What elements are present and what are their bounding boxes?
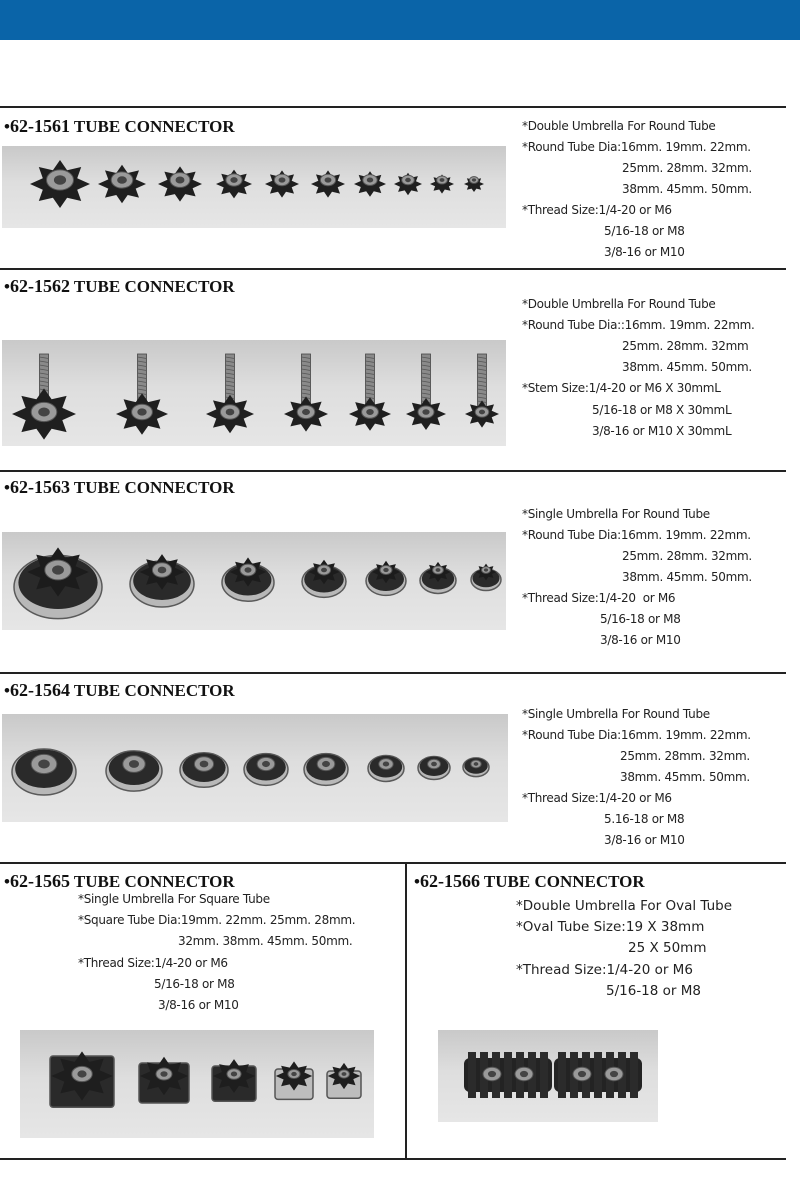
thread-hole (52, 565, 64, 574)
product-photo (2, 714, 508, 822)
spec-line: 25 X 50mm (628, 940, 707, 956)
product-title: •62-1561 TUBE CONNECTOR (4, 116, 235, 136)
spec-line: 3/8-16 or M10 (600, 633, 681, 647)
spec-line: *Thread Size:1/4-20 or M6 (522, 203, 672, 217)
thread-hole (160, 1071, 167, 1077)
thread-hole (321, 568, 327, 573)
vertical-divider (405, 864, 407, 1158)
spec-line: *Double Umbrella For Round Tube (522, 297, 716, 311)
thread-hole (367, 177, 373, 182)
spec-line: 38mm. 45mm. 50mm. (620, 770, 750, 784)
thread-hole (38, 760, 50, 769)
connector-fin (630, 1052, 638, 1098)
spec-line: *Square Tube Dia:19mm. 22mm. 25mm. 28mm. (78, 913, 356, 927)
product-name: TUBE CONNECTOR (73, 117, 235, 136)
connector-fin (558, 1052, 566, 1098)
thread-hole (474, 762, 479, 766)
thread-hole (405, 178, 411, 182)
thread-hole (479, 410, 485, 415)
thread-hole (226, 409, 235, 416)
product-name: TUBE CONNECTOR (73, 478, 235, 497)
thread-hole (422, 409, 429, 415)
product-title: •62-1566 TUBE CONNECTOR (414, 871, 645, 891)
product-title: •62-1563 TUBE CONNECTOR (4, 477, 235, 497)
divider (0, 470, 786, 472)
thread-hole (520, 1071, 528, 1077)
spec-line: 5/16-18 or M8 X 30mmL (592, 403, 732, 417)
thread-hole (291, 1072, 296, 1076)
spec-line: 38mm. 45mm. 50mm. (622, 182, 752, 196)
spec-line: 25mm. 28mm. 32mm. (620, 749, 750, 763)
divider (0, 862, 786, 864)
spec-line: *Single Umbrella For Square Tube (78, 892, 270, 906)
thread-hole (383, 568, 388, 572)
spec-line: 32mm. 38mm. 45mm. 50mm. (178, 934, 353, 948)
thread-hole (431, 762, 437, 766)
spec-line: 38mm. 45mm. 50mm. (622, 360, 752, 374)
thread-hole (262, 761, 270, 767)
thread-hole (117, 176, 127, 184)
thread-hole (231, 1072, 237, 1077)
spec-line: *Round Tube Dia:16mm. 19mm. 22mm. (522, 728, 751, 742)
product-title: •62-1565 TUBE CONNECTOR (4, 871, 235, 891)
thread-hole (342, 1072, 347, 1076)
thread-hole (176, 177, 185, 184)
thread-hole (436, 568, 441, 572)
spec-line: 38mm. 45mm. 50mm. (622, 570, 752, 584)
product-photo (20, 1030, 374, 1138)
product-title: •62-1562 TUBE CONNECTOR (4, 276, 235, 296)
product-code: 62-1563 (9, 477, 70, 497)
product-photo (2, 340, 506, 446)
thread-hole (440, 178, 445, 182)
spec-line: 3/8-16 or M10 X 30mmL (592, 424, 732, 438)
header-bar (0, 0, 800, 40)
spec-line: *Oval Tube Size:19 X 38mm (516, 919, 705, 935)
product-name: TUBE CONNECTOR (483, 872, 645, 891)
spec-line: *Single Umbrella For Round Tube (522, 707, 710, 721)
spec-line: *Stem Size:1/4-20 or M6 X 30mmL (522, 381, 721, 395)
product-code: 62-1565 (9, 871, 70, 891)
thread-hole (200, 761, 209, 768)
spec-line: *Round Tube Dia:16mm. 19mm. 22mm. (522, 528, 751, 542)
thread-hole (54, 175, 66, 184)
thread-hole (77, 1070, 86, 1077)
thread-hole (325, 177, 332, 182)
thread-hole (383, 761, 389, 766)
divider (0, 268, 786, 270)
thread-hole (610, 1071, 618, 1077)
product-name: TUBE CONNECTOR (73, 277, 235, 296)
spec-line: *Thread Size:1/4-20 or M6 (516, 962, 693, 978)
spec-line: 5/16-18 or M8 (604, 224, 685, 238)
thread-hole (158, 567, 167, 574)
spec-line: *Thread Size:1/4-20 or M6 (522, 591, 676, 605)
thread-hole (137, 408, 146, 415)
product-photo (438, 1030, 658, 1122)
connector-fin (504, 1052, 512, 1098)
spec-line: *Thread Size:1/4-20 or M6 (78, 956, 228, 970)
product-code: 62-1564 (9, 680, 70, 700)
product-code: 62-1561 (9, 116, 70, 136)
spec-line: *Double Umbrella For Round Tube (522, 119, 716, 133)
thread-hole (484, 568, 488, 571)
spec-line: 25mm. 28mm. 32mm (622, 339, 749, 353)
product-name: TUBE CONNECTOR (73, 681, 235, 700)
spec-line: *Thread Size:1/4-20 or M6 (522, 791, 672, 805)
product-name: TUBE CONNECTOR (73, 872, 235, 891)
spec-line: 5.16-18 or M8 (604, 812, 685, 826)
spec-line: *Single Umbrella For Round Tube (522, 507, 710, 521)
spec-line: *Round Tube Dia::16mm. 19mm. 22mm. (522, 318, 755, 332)
product-code: 62-1566 (419, 871, 480, 891)
product-code: 62-1562 (9, 276, 70, 296)
product-photo (2, 146, 506, 228)
thread-hole (244, 567, 251, 572)
thread-hole (366, 409, 374, 415)
spec-line: 5/16-18 or M8 (606, 983, 701, 999)
spec-line: 3/8-16 or M10 (158, 998, 239, 1012)
connector-fin (594, 1052, 602, 1098)
spec-line: 25mm. 28mm. 32mm. (622, 549, 752, 563)
thread-hole (472, 178, 476, 181)
connector-fin (540, 1052, 548, 1098)
thread-hole (129, 760, 139, 768)
spec-line: 5/16-18 or M8 (600, 612, 681, 626)
thread-hole (488, 1071, 496, 1077)
thread-hole (322, 761, 330, 767)
spec-line: 5/16-18 or M8 (154, 977, 235, 991)
divider (0, 1158, 786, 1160)
thread-hole (230, 177, 237, 183)
thread-hole (578, 1071, 586, 1077)
spec-line: 25mm. 28mm. 32mm. (622, 161, 752, 175)
divider (0, 106, 786, 108)
thread-hole (38, 408, 50, 417)
product-photo (2, 532, 506, 630)
thread-hole (279, 177, 286, 182)
spec-line: 3/8-16 or M10 (604, 833, 685, 847)
thread-hole (302, 409, 310, 415)
spec-line: *Round Tube Dia:16mm. 19mm. 22mm. (522, 140, 751, 154)
spec-line: 3/8-16 or M10 (604, 245, 685, 259)
connector-fin (468, 1052, 476, 1098)
divider (0, 672, 786, 674)
product-title: •62-1564 TUBE CONNECTOR (4, 680, 235, 700)
spec-line: *Double Umbrella For Oval Tube (516, 898, 733, 914)
